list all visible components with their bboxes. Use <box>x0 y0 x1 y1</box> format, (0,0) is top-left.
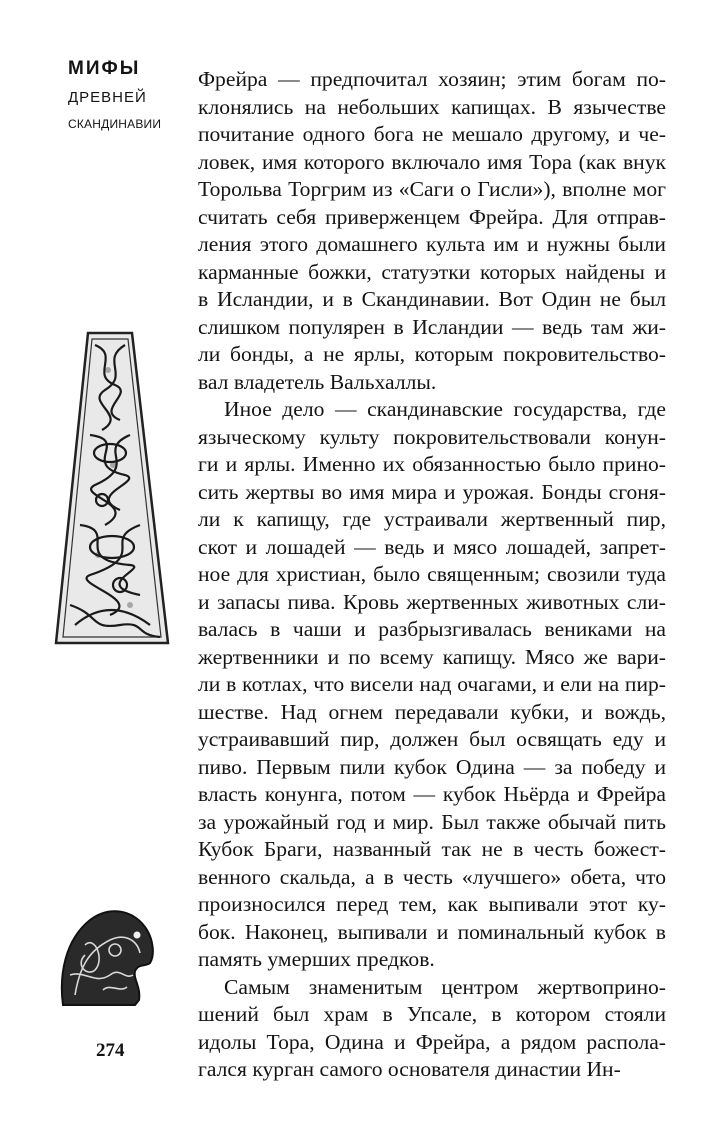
text-line: Самым знаменитым центром жертвоприно- <box>224 974 666 999</box>
paragraph <box>198 66 666 396</box>
text-line: бок. Наконец, выпивали и поминальный кубок в <box>198 919 666 944</box>
text-line: произносился перед тем, как выпивали этот ку- <box>198 892 666 916</box>
running-head-line-1: МИФЫ <box>68 58 141 79</box>
text-line: сить жертвы во имя мира и урожая. Бонды сгоня- <box>198 479 666 504</box>
text-line: вал владетель Вальхаллы. <box>198 369 437 394</box>
text-line: власть конунга, потом — кубок Ньёрда и Фрейра <box>198 782 666 806</box>
text-line: языческому культу покровительствовали конун- <box>198 424 666 449</box>
text-line: ли к капищу, где устраивали жертвенный пир, <box>198 507 666 531</box>
carved-animal-head-icon <box>55 905 160 1010</box>
text-line: ги и ярлы. Именно их обязанностью было прино- <box>198 452 666 476</box>
text-line: Кубок Браги, названный так не в честь божест- <box>198 837 666 861</box>
text-line: и запасы пива. Кровь жертвенных животных сли- <box>198 589 666 614</box>
text-line: валась в чаши и разбрызгивалась вениками на <box>198 617 666 641</box>
text-line: Торольва Торгрим из «Саги о Гисли»), вполне мог <box>198 177 666 201</box>
text-line: ное для христиан, было священным; свозили туда <box>198 562 666 586</box>
text-line: слишком популярен в Исландии — ведь там жи- <box>198 314 666 339</box>
text-line: ли бонды, а не ярлы, которым покровительство- <box>198 342 666 366</box>
text-line: Иное дело — скандинавские государства, где <box>224 397 666 421</box>
text-line: клонялись на небольших капищах. В язычестве <box>198 94 666 119</box>
text-line: шестве. Над огнем передавали кубки, и вождь, <box>198 699 666 724</box>
text-line: ловек, имя которого включало имя Тора (как внук <box>198 149 666 174</box>
text-line: за урожайный год и мир. Был также обычай пить <box>198 809 666 834</box>
text-line: идолы Тора, Одина и Фрейра, а рядом распола- <box>198 1029 666 1054</box>
text-line: скот и лошадей — ведь и мясо лошадей, запрет- <box>198 534 666 559</box>
text-line: гался курган самого основателя династии Ин- <box>198 1057 621 1081</box>
text-line: устраивавший пир, должен был освящать еду и <box>198 727 666 751</box>
text-line: карманные божки, статуэтки которых найдены и <box>198 259 666 284</box>
paragraph <box>198 974 666 1084</box>
text-line: шений был храм в Упсале, в котором стояли <box>198 1002 666 1026</box>
body-text <box>198 66 666 1084</box>
page-number: 274 <box>96 1040 125 1061</box>
text-line: ления этого домашнего культа им и нужны были <box>198 232 666 256</box>
text-line: венного скальда, а в честь «лучшего» обета, что <box>198 864 666 889</box>
text-line: почитание одного бога не мешало другому, и че- <box>198 122 666 146</box>
text-line: считать себя приверженцем Фрейра. Для отправ- <box>198 204 666 229</box>
paragraph <box>198 396 666 974</box>
text-line: пиво. Первым пили кубок Одина — за победу и <box>198 754 666 779</box>
text-line: в Исландии, и в Скандинавии. Вот Один не был <box>198 287 666 311</box>
text-line: ли в котлах, что висели над очагами, и ели на пир- <box>198 672 666 696</box>
text-line: Фрейра — предпочитал хозяин; этим богам по- <box>198 67 666 91</box>
running-head-line-3: СКАНДИНАВИИ <box>68 117 162 131</box>
text-line: память умерших предков. <box>198 947 435 971</box>
text-line: жертвенники и по всему капищу. Мясо же вари- <box>198 644 666 669</box>
carved-interlace-panel-icon <box>50 325 175 650</box>
running-head <box>68 58 168 132</box>
running-head-line-2: ДРЕВНЕЙ <box>68 89 147 106</box>
